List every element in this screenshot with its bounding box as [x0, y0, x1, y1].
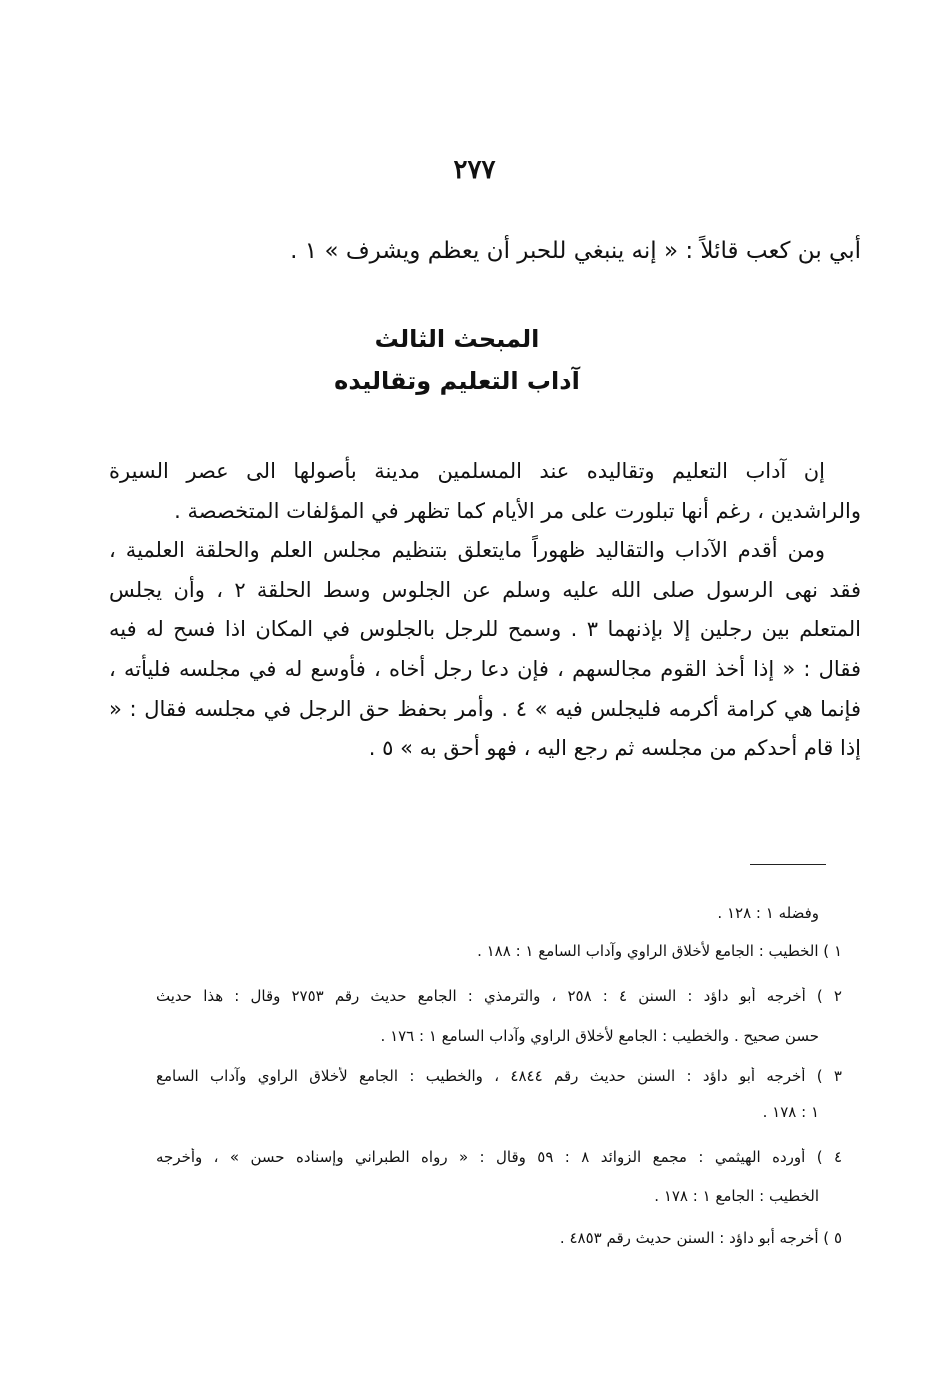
page-number: ٢٧٧ [453, 155, 496, 185]
footnote-1: ١ ) الخطيب : الجامع لأخلاق الراوي وآداب السامع ١ : ١٨٨ . [477, 942, 842, 960]
body-paragraphs [109, 452, 861, 769]
footnote-4: ٤ ) أورده الهيثمي : مجمع الزوائد ٨ : ٥٩ وقال : « رواه الطبراني وإسناده حسن » ، وأخرجه [156, 1148, 842, 1166]
body-line: فقد نهى الرسول صلى الله عليه وسلم عن الجلوس وسط الحلقة ٢ ، وأن يجلس [109, 577, 861, 602]
body-line: إن آداب التعليم وتقاليده عند المسلمين مدينة بأصولها الى عصر السيرة [109, 459, 825, 483]
footnote-separator [750, 864, 826, 865]
footnote-3-continuation: ١ : ١٧٨ . [762, 1103, 819, 1121]
body-line: فقال : « إذا أخذ القوم مجالسهم ، فإن دعا رجل أخاه ، فأوسع له في مجلسه فليأته ، [109, 656, 861, 681]
section-heading: المبحث الثالث [374, 325, 540, 353]
continued-text-line: أبي بن كعب قائلاً : « إنه ينبغي للحبر أن يعظم ويشرف » ١ . [290, 238, 861, 264]
body-line: إذا قام أحدكم من مجلسه ثم رجع اليه ، فهو أحق به » ٥ . [368, 736, 861, 761]
footnote-3: ٣ ) أخرجه أبو داؤد : السنن حديث رقم ٤٨٤٤ ، والخطيب : الجامع لأخلاق الراوي وآداب السامع [156, 1067, 842, 1085]
section-title: آداب التعليم وتقاليده [334, 367, 580, 395]
footnote-2-continuation: حسن صحيح . والخطيب : الجامع لأخلاق الراوي وآداب السامع ١ : ١٧٦ . [380, 1027, 819, 1045]
footnote-4-continuation: الخطيب : الجامع ١ : ١٧٨ . [654, 1187, 819, 1205]
footnote-2: ٢ ) أخرجه أبو داؤد : السنن ٤ : ٢٥٨ ، والترمذي : الجامع حديث رقم ٢٧٥٣ وقال : هذا حديث [156, 987, 842, 1005]
body-line: المتعلم بين رجلين إلا بإذنهما ٣ . وسمح للرجل بالجلوس في المكان اذا فسح له فيه [109, 617, 861, 642]
footnote-continuation: وفضله ١ : ١٢٨ . [717, 904, 819, 922]
body-line: ومن أقدم الآداب والتقاليد ظهوراً مايتعلق بتنظيم مجلس العلم والحلقة العلمية ، [109, 538, 825, 563]
body-line: فإنما هي كرامة أكرمه فليجلس فيه » ٤ . وأمر بحفظ حق الرجل في مجلسه فقال : « [109, 696, 861, 721]
body-line: والراشدين ، رغم أنها تبلورت على مر الأيام كما تظهر في المؤلفات المتخصصة . [174, 498, 861, 523]
footnote-5: ٥ ) أخرجه أبو داؤد : السنن حديث رقم ٤٨٥٣ . [559, 1229, 842, 1247]
